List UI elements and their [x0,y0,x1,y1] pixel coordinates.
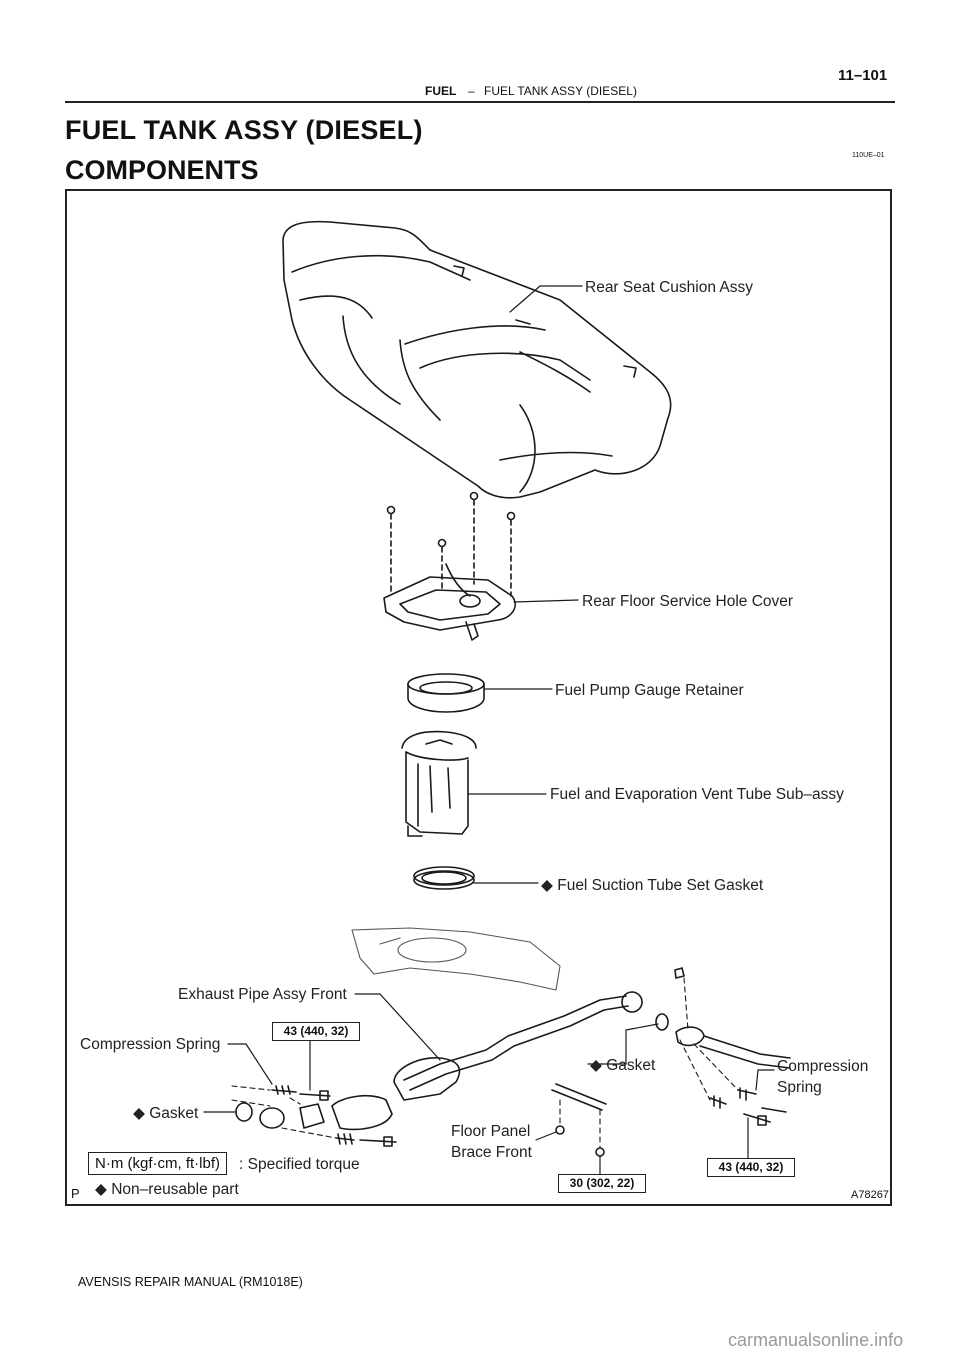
torque-spec-right: 43 (440, 32) [707,1158,795,1177]
label-exhaust-pipe-front: Exhaust Pipe Assy Front [178,986,347,1003]
fuel-pump-gauge-retainer-drawing [408,674,484,712]
document-code: 110UE–01 [852,152,885,159]
service-hole-cover-drawing [384,493,515,641]
label-floor-panel-brace-line1: Floor Panel [451,1123,531,1140]
floor-panel-drawing [352,928,560,990]
label-fuel-pump-gauge-retainer: Fuel Pump Gauge Retainer [555,682,744,699]
page-number: 11–101 [838,67,888,84]
rear-seat-cushion-drawing [283,222,671,498]
torque-spec-brace: 30 (302, 22) [558,1174,646,1193]
label-service-hole-cover: Rear Floor Service Hole Cover [582,593,794,610]
label-fuel-suction-gasket: ◆ Fuel Suction Tube Set Gasket [541,877,764,894]
section-title: COMPONENTS [65,155,259,185]
footer-watermark: carmanualsonline.info [728,1330,904,1350]
label-compression-spring-right-line2: Spring [777,1079,822,1096]
header-chapter: FUEL [425,84,457,98]
page-title: FUEL TANK ASSY (DIESEL) [65,115,423,145]
legend-non-reusable-part: ◆ Non–reusable part [95,1181,239,1198]
label-compression-spring-left: Compression Spring [80,1036,221,1053]
label-gasket-right: ◆ Gasket [590,1057,656,1074]
torque-spec-left: 43 (440, 32) [272,1022,360,1041]
legend-unit-box: N·m (kgf·cm, ft·lbf) [88,1152,227,1175]
label-compression-spring-right-line1: Compression [777,1058,869,1075]
figure-corner-mark: P [71,1186,80,1201]
label-rear-seat-cushion: Rear Seat Cushion Assy [585,279,754,296]
label-vent-tube-sub-assy: Fuel and Evaporation Vent Tube Sub–assy [550,786,844,803]
vent-tube-sub-assy-drawing [402,732,476,836]
label-floor-panel-brace-line2: Brace Front [451,1144,532,1161]
figure-id: A78267 [851,1189,889,1201]
label-gasket-left: ◆ Gasket [133,1105,199,1122]
header-section: FUEL TANK ASSY (DIESEL) [484,84,637,98]
fuel-suction-gasket-drawing [414,867,474,889]
footer-manual-title: AVENSIS REPAIR MANUAL (RM1018E) [78,1275,303,1289]
legend-specified-torque: : Specified torque [239,1156,360,1173]
header-dash: – [468,84,475,98]
